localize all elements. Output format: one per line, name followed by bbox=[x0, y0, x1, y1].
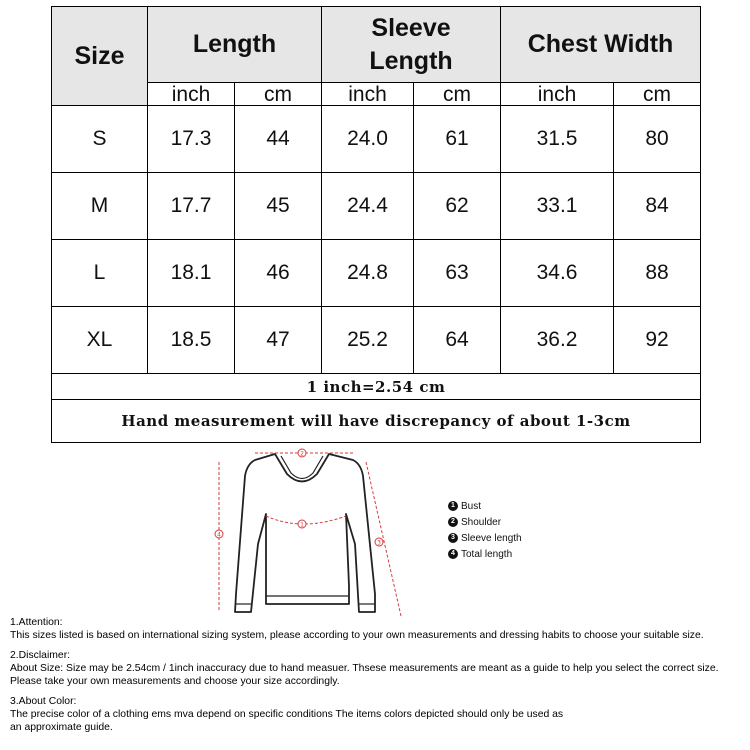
unit-row bbox=[52, 83, 701, 106]
sleeve-inch-cell: 24.4 bbox=[322, 173, 414, 240]
color-text-line1: The precise color of a clothing ems mva depend on specific conditions The items colors depicted should only be used as bbox=[10, 709, 564, 721]
sleeve-inch-cell: 24.0 bbox=[322, 106, 414, 173]
sweater-diagram bbox=[205, 444, 420, 622]
length-cm-cell: 46 bbox=[235, 240, 322, 307]
legend-number: 4 bbox=[448, 549, 458, 559]
color-title: 3.About Color: bbox=[10, 696, 77, 708]
chest-cm-cell: 88 bbox=[614, 240, 701, 307]
unit-cell: inch bbox=[322, 83, 414, 106]
conversion-row bbox=[52, 374, 701, 400]
legend-item-sleeve-length bbox=[448, 530, 522, 546]
disclaimer-text-line1: About Size: Size may be 2.54cm / 1inch inaccuracy due to hand measuer. Thsese measurements are meant as a guide to help you select the correct size. bbox=[10, 663, 719, 675]
legend-item-total-length bbox=[448, 546, 522, 562]
chest-inch-cell: 36.2 bbox=[501, 307, 614, 374]
size-header: Size bbox=[52, 7, 148, 106]
unit-cell: cm bbox=[235, 83, 322, 106]
legend-item-bust bbox=[448, 498, 522, 514]
size-cell: XL bbox=[52, 307, 148, 374]
marker-label: 3 bbox=[377, 539, 381, 547]
marker-bust bbox=[298, 520, 306, 529]
discrepancy-row bbox=[52, 400, 701, 443]
chest-cm-cell: 84 bbox=[614, 173, 701, 240]
chest-width-header: Chest Width bbox=[501, 7, 701, 83]
length-inch-cell: 17.7 bbox=[148, 173, 235, 240]
notes-section bbox=[10, 616, 746, 741]
sleeve-length-header-line2: Length bbox=[369, 46, 453, 75]
sleeve-length-header bbox=[322, 7, 501, 83]
sleeve-cm-cell: 64 bbox=[414, 307, 501, 374]
marker-label: 4 bbox=[217, 531, 221, 539]
disclaimer-note bbox=[10, 649, 746, 689]
table-row bbox=[52, 307, 701, 374]
sweater-measurement-icon bbox=[205, 444, 420, 622]
unit-cell: cm bbox=[614, 83, 701, 106]
legend-number: 2 bbox=[448, 517, 458, 527]
legend-label: Shoulder bbox=[461, 516, 502, 528]
sleeve-inch-cell: 25.2 bbox=[322, 307, 414, 374]
size-cell: M bbox=[52, 173, 148, 240]
chest-inch-cell: 34.6 bbox=[501, 240, 614, 307]
table-row bbox=[52, 173, 701, 240]
legend-number: 1 bbox=[448, 501, 458, 511]
marker-sleeve-length bbox=[375, 538, 383, 547]
legend-item-shoulder bbox=[448, 514, 522, 530]
length-header: Length bbox=[148, 7, 322, 83]
color-note bbox=[10, 695, 746, 735]
chest-inch-cell: 31.5 bbox=[501, 106, 614, 173]
conversion-note: 1 inch=2.54 cm bbox=[52, 374, 701, 400]
sleeve-cm-cell: 61 bbox=[414, 106, 501, 173]
measurement-legend bbox=[448, 498, 522, 562]
sleeve-cm-cell: 62 bbox=[414, 173, 501, 240]
length-inch-cell: 18.1 bbox=[148, 240, 235, 307]
discrepancy-note: Hand measurement will have discrepancy of about 1-3cm bbox=[52, 400, 701, 443]
marker-label: 2 bbox=[300, 450, 304, 458]
unit-cell: cm bbox=[414, 83, 501, 106]
attention-note bbox=[10, 616, 746, 642]
length-cm-cell: 47 bbox=[235, 307, 322, 374]
marker-label: 1 bbox=[300, 521, 304, 529]
length-cm-cell: 45 bbox=[235, 173, 322, 240]
table-row bbox=[52, 106, 701, 173]
disclaimer-title: 2.Disclaimer: bbox=[10, 649, 71, 661]
sleeve-inch-cell: 24.8 bbox=[322, 240, 414, 307]
legend-label: Total length bbox=[461, 548, 513, 560]
attention-text: This sizes listed is based on international sizing system, please according to your own measurements and dressing habits to choose your suitable size. bbox=[10, 630, 704, 642]
legend-label: Sleeve length bbox=[461, 532, 522, 544]
chest-inch-cell: 33.1 bbox=[501, 173, 614, 240]
length-inch-cell: 17.3 bbox=[148, 106, 235, 173]
marker-total-length bbox=[215, 530, 223, 539]
marker-shoulder bbox=[298, 449, 306, 458]
length-cm-cell: 44 bbox=[235, 106, 322, 173]
disclaimer-text-line2: Please take your own measurements and choose your size accordingly. bbox=[10, 676, 340, 688]
sleeve-length-header-line1: Sleeve bbox=[371, 13, 451, 42]
length-inch-cell: 18.5 bbox=[148, 307, 235, 374]
size-cell: S bbox=[52, 106, 148, 173]
header-row bbox=[52, 7, 701, 83]
chest-cm-cell: 92 bbox=[614, 307, 701, 374]
chest-cm-cell: 80 bbox=[614, 106, 701, 173]
legend-number: 3 bbox=[448, 533, 458, 543]
attention-title: 1.Attention: bbox=[10, 617, 63, 628]
unit-cell: inch bbox=[148, 83, 235, 106]
unit-cell: inch bbox=[501, 83, 614, 106]
size-chart-table bbox=[51, 6, 701, 443]
table-row bbox=[52, 240, 701, 307]
color-text-line2: an approximate guide. bbox=[10, 722, 113, 734]
sleeve-cm-cell: 63 bbox=[414, 240, 501, 307]
size-cell: L bbox=[52, 240, 148, 307]
legend-label: Bust bbox=[461, 500, 482, 512]
